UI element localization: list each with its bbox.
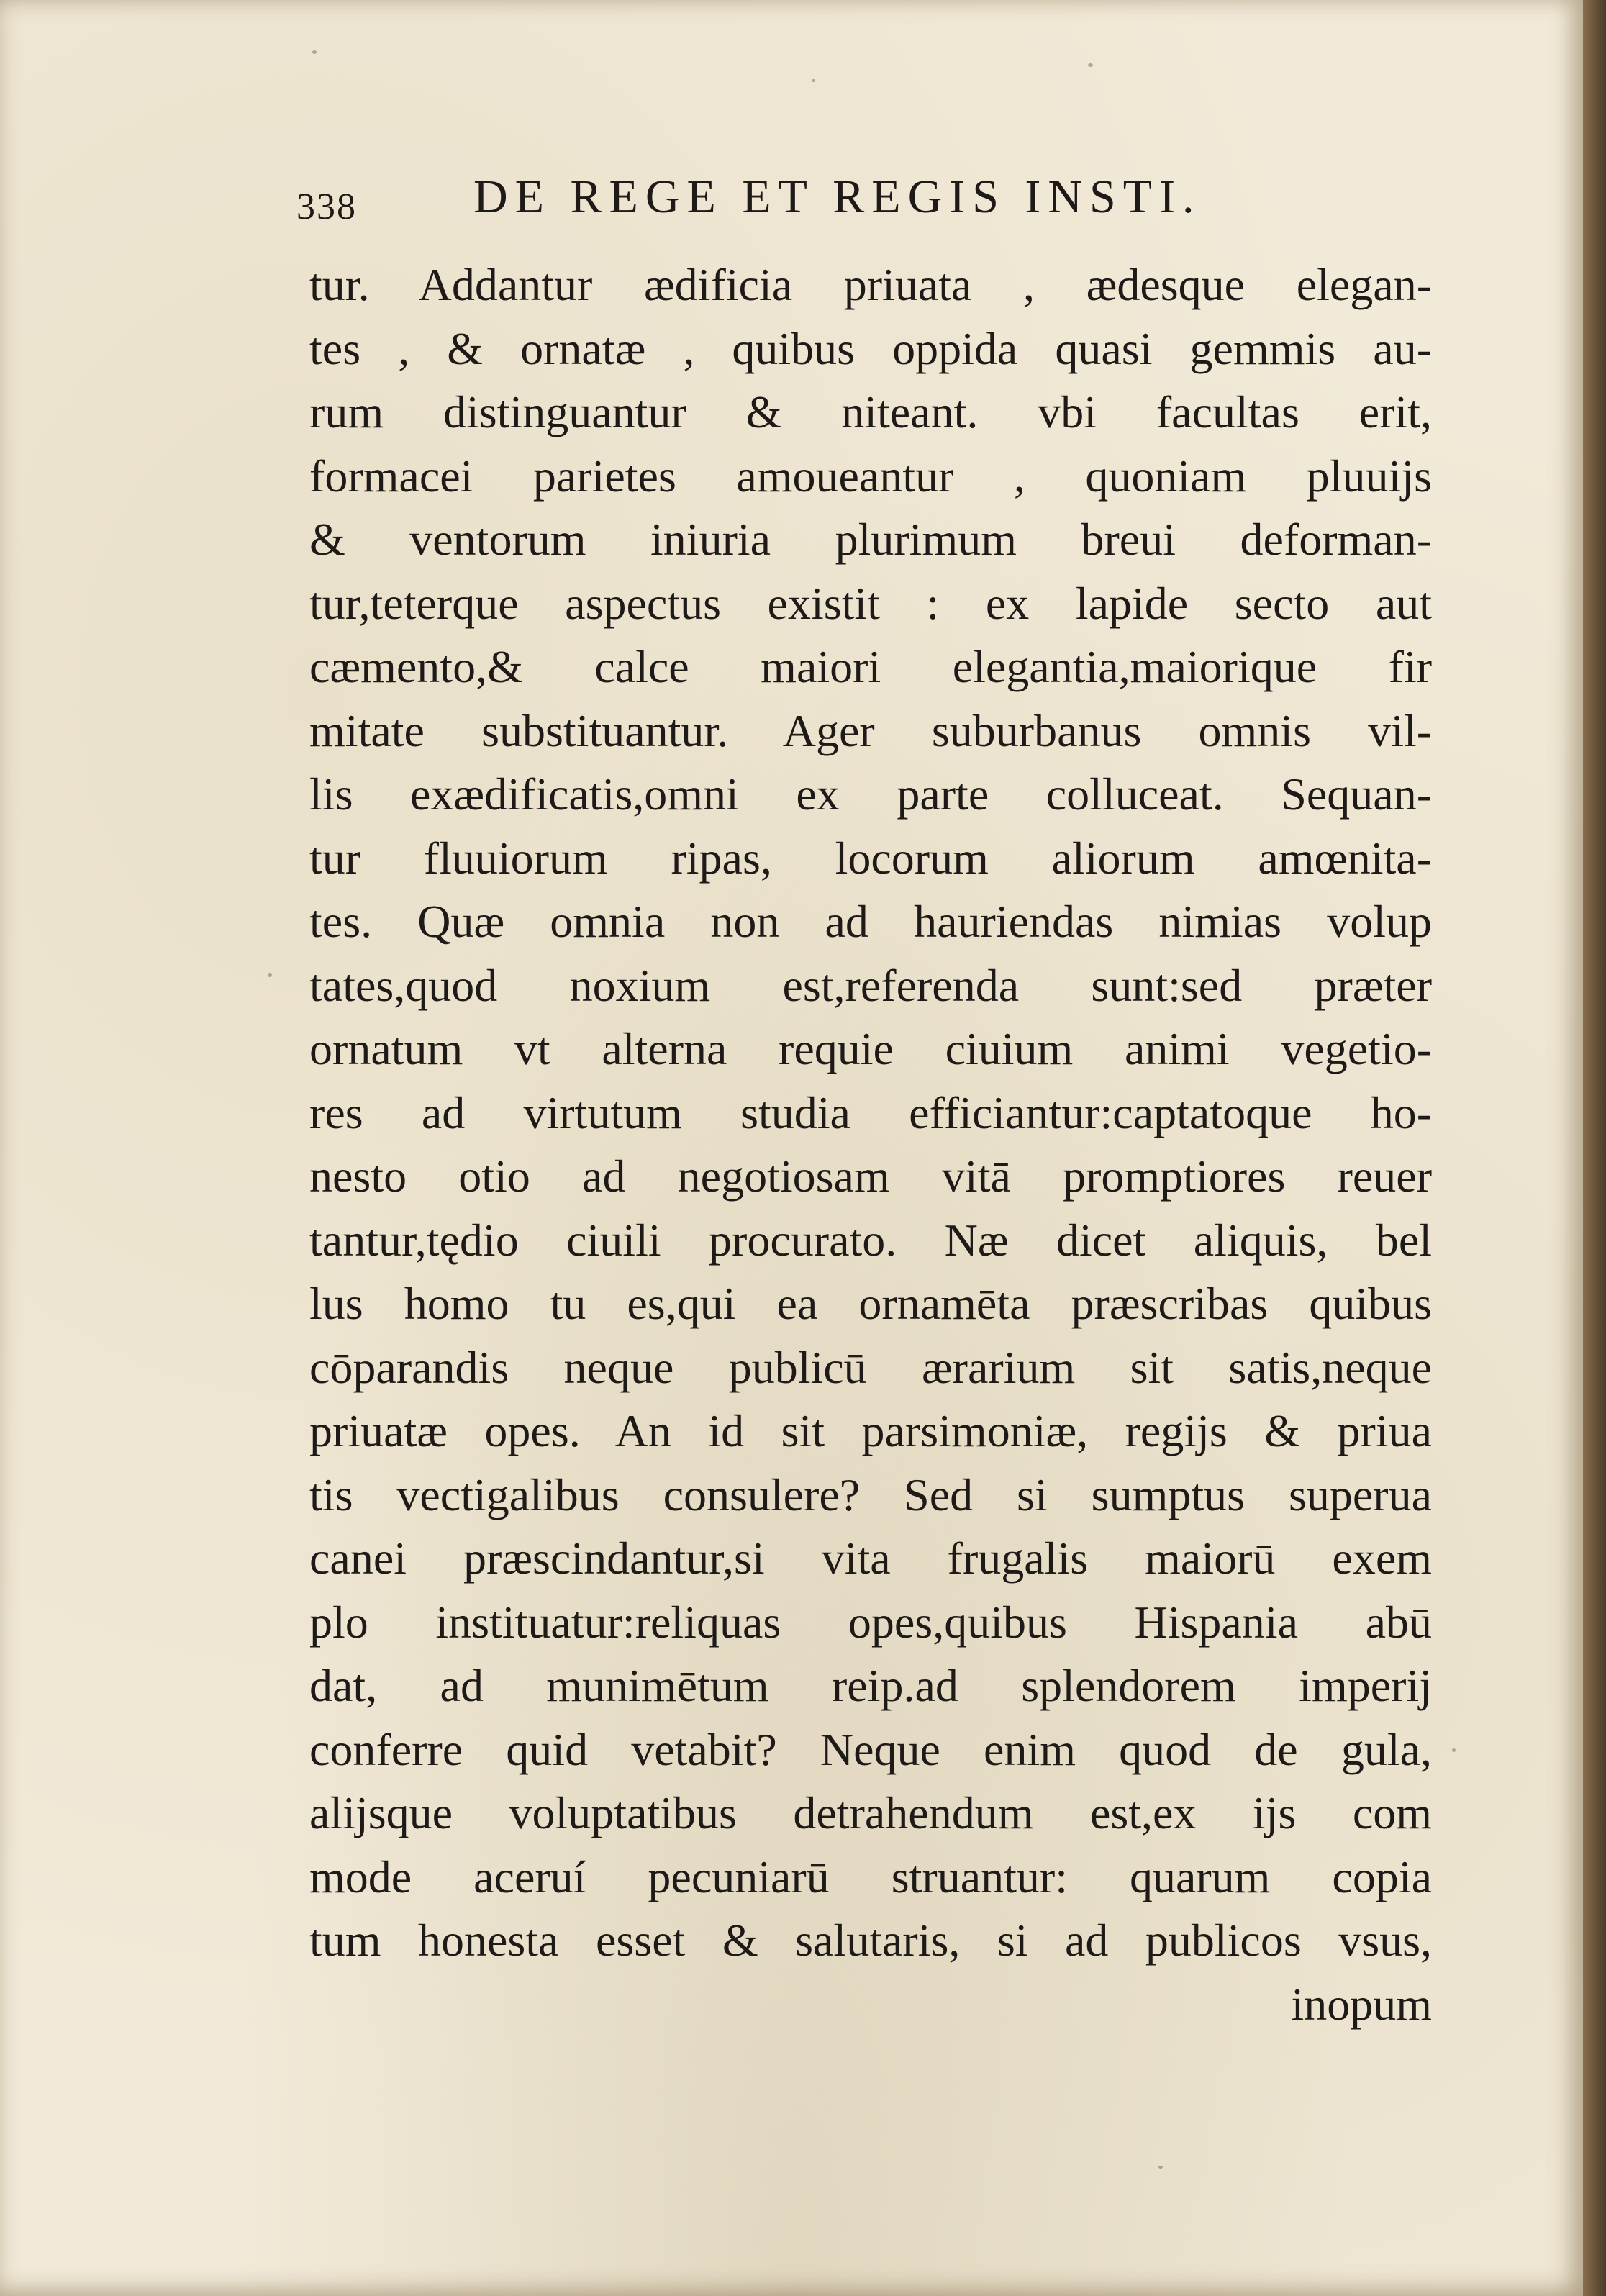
text-line: lus homo tu es,qui ea ornamēta præscribas quibus [309, 1278, 1432, 1329]
text-line: res ad virtutum studia efficiantur:captatoque ho- [309, 1086, 1432, 1138]
text-line: tis vectigalibus consulere? Sed si sumptus superua [309, 1469, 1432, 1520]
text-line: conferre quid vetabit? Neque enim quod de gula, [309, 1723, 1432, 1775]
text-line: plo instituatur:reliquas opes,quibus Hispania abū [309, 1596, 1432, 1648]
text-line: ornatum vt alterna requie ciuium animi vegetio- [309, 1023, 1432, 1074]
text-line: tur,teterque aspectus existit : ex lapide secto aut [309, 577, 1432, 629]
text-line: & ventorum iniuria plurimum breui deforman- [309, 514, 1432, 565]
text-line: tantur,tędio ciuili procurato. Næ dicet aliquis, bel [309, 1214, 1432, 1266]
ink-speck [812, 79, 815, 82]
running-head: DE REGE ET REGIS INSTI. [473, 171, 1202, 223]
text-line: cōparandis neque publicū ærarium sit satis,neque [309, 1341, 1432, 1393]
text-line: tes , & ornatæ , quibus oppida quasi gemmis au- [309, 322, 1432, 374]
body-text [309, 253, 1432, 2036]
ink-speck [1452, 1748, 1456, 1752]
page-edge [1583, 0, 1606, 2296]
text-line: tates,quod noxium est,referenda sunt:sed præter [309, 959, 1432, 1011]
ink-speck [312, 50, 317, 54]
text-line: alijsque voluptatibus detrahendum est,ex ijs com [309, 1787, 1432, 1838]
text-line: canei præscindantur,si vita frugalis maiorū exem [309, 1533, 1432, 1584]
text-line: tur fluuiorum ripas, locorum aliorum amœnita- [309, 832, 1432, 884]
text-line: lis exædificatis,omni ex parte colluceat. Sequan- [309, 768, 1432, 820]
text-line: nesto otio ad negotiosam vitā promptiores reuer [309, 1151, 1432, 1202]
page-header [296, 170, 1304, 249]
text-line: cæmento,& calce maiori elegantia,maiorique fir [309, 641, 1432, 692]
text-line: mitate substituantur. Ager suburbanus omnis vil- [309, 704, 1432, 756]
text-line: rum distinguantur & niteant. vbi facultas erit, [309, 386, 1432, 437]
catchword: inopum [1291, 1978, 1432, 2030]
text-line: tur. Addantur ædificia priuata , ædesque elegan- [309, 259, 1432, 310]
ink-speck [1158, 2166, 1163, 2169]
text-line: tes. Quæ omnia non ad hauriendas nimias volup [309, 896, 1432, 947]
text-line: priuatæ opes. An id sit parsimoniæ, regijs & priua [309, 1405, 1432, 1456]
text-line: mode aceruí pecuniarū struantur: quarum copia [309, 1851, 1432, 1902]
text-line: dat, ad munimētum reip.ad splendorem imperij [309, 1660, 1432, 1711]
page-number: 338 [296, 186, 357, 227]
ink-speck [1088, 63, 1093, 67]
text-line: formacei parietes amoueantur , quoniam pluuijs [309, 450, 1432, 502]
ink-speck [268, 973, 272, 977]
text-line: tum honesta esset & salutaris, si ad publicos vsus, [309, 1915, 1432, 1966]
